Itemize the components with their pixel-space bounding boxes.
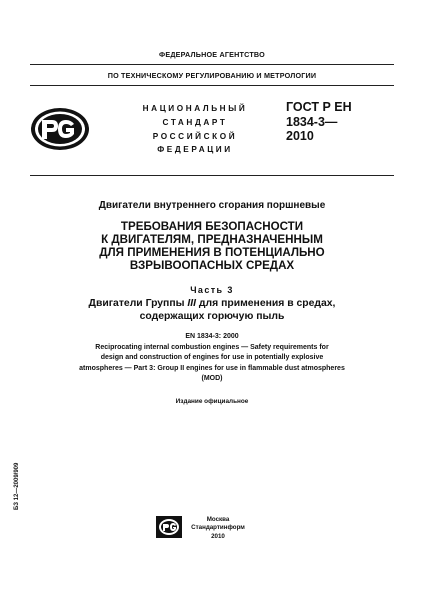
- gost-r-logo: [30, 107, 90, 151]
- english-line-3: design and construction of engines for use in potentially explosive: [100, 354, 324, 361]
- main-title-line-4: ВЗРЫВООПАСНЫХ СРЕДАХ: [129, 259, 295, 272]
- document-category: Двигатели внутреннего сгорания поршневые: [98, 200, 326, 211]
- english-line-5: (MOD): [201, 375, 223, 382]
- subtitle-line-2: содержащих горючую пыль: [139, 311, 285, 322]
- national-line-4: ФЕДЕРАЦИИ: [157, 145, 233, 155]
- english-reference: [20, 332, 404, 385]
- part-subtitle: [20, 297, 404, 323]
- subtitle-line-1: [20, 297, 404, 310]
- subtitle-pre: Двигатели Группы: [88, 298, 188, 309]
- english-line-4: atmospheres — Part 3: Group II engines for use in flammable dust atmospheres: [79, 364, 345, 372]
- part-number: Часть 3: [190, 285, 234, 295]
- agency-name-line-1: ФЕДЕРАЛЬНОЕ АГЕНТСТВО: [159, 50, 265, 59]
- national-line-2: СТАНДАРТ: [162, 117, 228, 127]
- edition-label: Издание официальное: [175, 398, 249, 405]
- subtitle-group-roman: III: [187, 298, 197, 309]
- standard-designation: [286, 100, 396, 144]
- gost-line-2: 1834-3—: [286, 114, 338, 129]
- title-rule: [30, 175, 394, 176]
- gost-line-1: ГОСТ Р ЕН: [286, 100, 352, 114]
- main-title-line-3: ДЛЯ ПРИМЕНЕНИЯ В ПОТЕНЦИАЛЬНО: [99, 246, 325, 259]
- national-line-1: НАЦИОНАЛЬНЫЙ: [142, 104, 248, 113]
- publisher-city: Москва: [206, 516, 230, 523]
- publisher-info: [188, 516, 248, 541]
- header-rule-top: [30, 64, 394, 65]
- main-title-line-1: ТРЕБОВАНИЯ БЕЗОПАСНОСТИ: [120, 220, 304, 233]
- subtitle-post: для применения в средах,: [196, 298, 336, 309]
- national-standard-label: [130, 102, 260, 157]
- standartinform-logo: [156, 516, 182, 538]
- english-line-1: EN 1834-3: 2000: [185, 333, 239, 340]
- agency-name-line-2: ПО ТЕХНИЧЕСКОМУ РЕГУЛИРОВАНИЮ И МЕТРОЛОГИИ: [107, 71, 317, 80]
- main-title-line-2: К ДВИГАТЕЛЯМ, ПРЕДНАЗНАЧЕННЫМ: [101, 233, 323, 246]
- gost-line-3: 2010: [286, 129, 314, 143]
- publication-year: 2010: [211, 532, 225, 540]
- publisher-name: Стандартинформ: [191, 524, 245, 532]
- document-main-title: [20, 220, 404, 272]
- national-line-3: РОССИЙСКОЙ: [152, 131, 238, 141]
- header-rule-bottom: [30, 85, 394, 86]
- english-line-2: Reciprocating internal combustion engines — Safety requirements for: [95, 343, 329, 351]
- side-registration-code: БЗ 12—2009/909: [14, 462, 20, 510]
